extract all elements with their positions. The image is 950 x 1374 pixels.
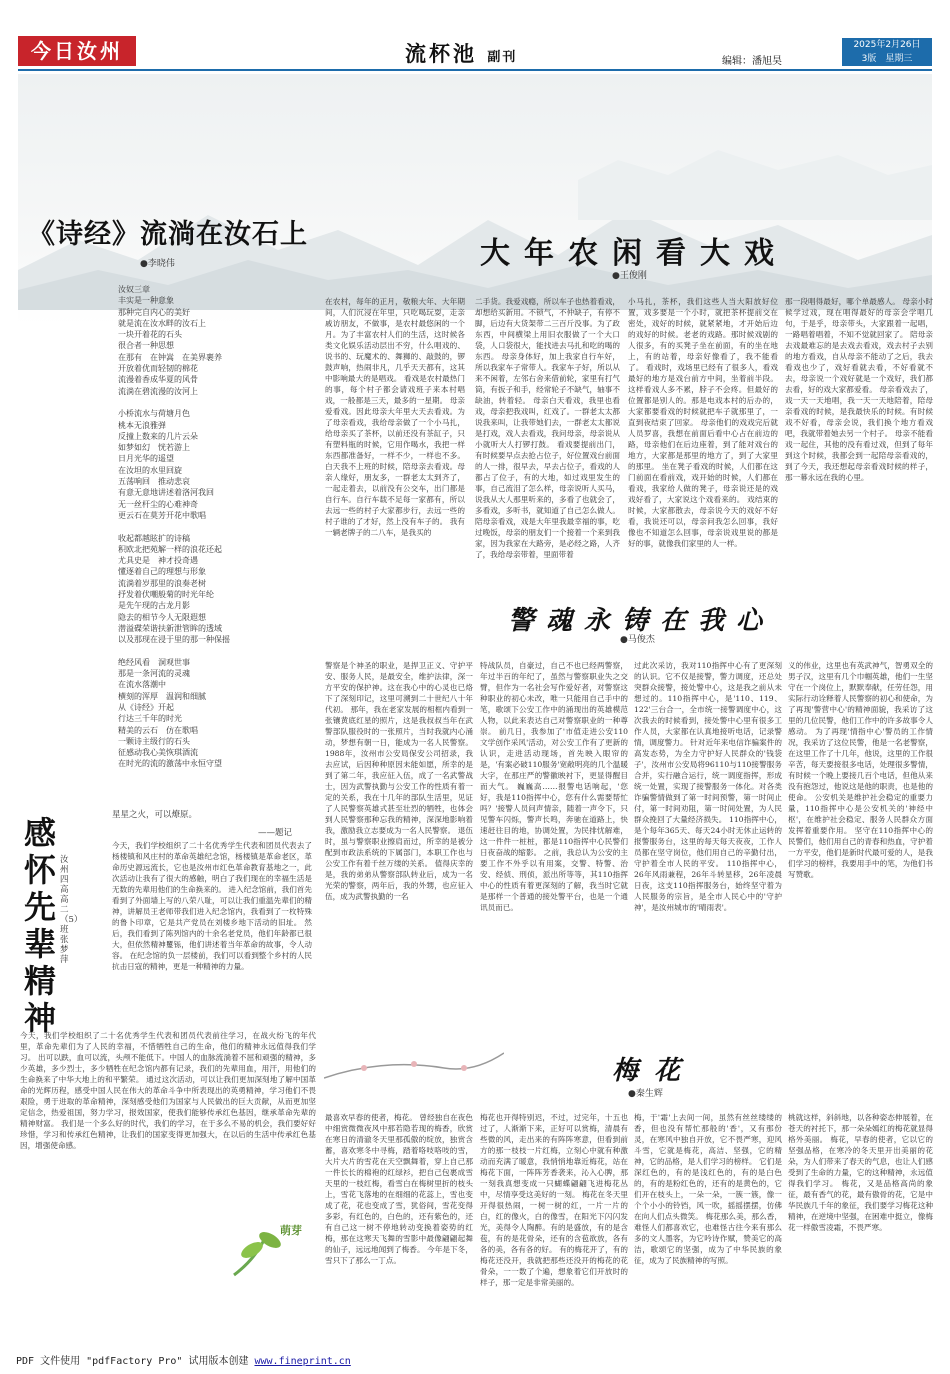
date-box <box>842 38 932 66</box>
article1-col-a: 在农村，每年的正月，敬粮大年、大年期间，人们沉浸在年里，只吃喝玩耍，走亲戚访朋友，不做事，是农村最悠闲的一个月。为了丰富农村人们的生活，这时候各类文化娱乐活动层出不穷，什么唱戏的、说书的、玩魔术的、舞狮的、敲鼓的，锣鼓声响，热闹非凡，几乎天天都有，这其中影响最大的是唱戏。 看戏是农村最热门的事，每个村子都会请戏班子来本村唱戏，一般都是三天，最多的一星期。 母亲爱看戏。因此母亲大年里大天去看戏。为了母亲看戏，我给母亲做了一个小马扎，给母亲买了茶杯，以前还没有茶缸子，只有塑料瓶的时候，它用作喝水，我把一样东西都准备好，一样不少，一样也不多。 白天我不上班的时候，陪母亲去看戏。母亲人缘好，朋友多，一群老太太到齐了，一起走着去，以前没有公交车，出门都是自行车。自行车载不足每一家都有，所以去远一些的村子大家都步行，去远一些的村子谁的了才好，然上没有车子的。 我有一辆老牌子的二八车，是我买的 <box>325 297 465 537</box>
article4-quote-source: ——题记 <box>258 828 293 838</box>
article4-body2: 今天，我们学校组织了二十名优秀学生代表和团员代表前往学习，在战火纷飞的年代里，革命先辈们为了人民的幸福，不惜牺牲自己的生命，他们的精神永远值得我们学习。 出可以跌，血可以流，头颅不能低下。中国人的血脉流淌着不屈和顽强的精神，多少英雄，多少烈士，多少牺牲在纪念馆内都有记录，我们的先辈用血，用汗，用他们的生命换来了中华大地上的和平繁荣。 通过这次活动，可以让我们更加深刻地了解中国革命的光辉历程，感受中国人民在伟大的革命斗争中所表现出的英勇精神，学习他们不畏艰险，勇于进取的革命精神，深刻感受他们为国家与人民做出的巨大贡献，从而更加坚定信念，热爱祖国，努力学习，报效国家，使我们能够传承红色基因，继承革命先辈的精神财富。 我们是一个多么好的时代，我们的学习，在于多么不易的机会，我们要好好珍惜，学习和传承红色精神，让我们的国家变得更加强大，在以后的生活中传承红色基因，增强使命感。 <box>20 1031 316 1150</box>
article4-body: 今天，我们学校组织了二十名优秀学生代表和团员代表去了杨楼镇和风庄村的革命英雄纪念馆，杨楼镇是革命老区，革命历史源远流长，它也是汝州市红色革命教育基地之一，此次活动让我有了很大的感触，明白了我们现在的幸福生活是无数的先辈用他们的生命换来的。 进入纪念馆前，我们首先看到了外面墙上写的八荣八耻，可以让我们重温先辈们的精神，讲解员王老师带我们进入纪念馆内，我看到了一枚特殊的鲁卜印章，它是共产党员在刘楼乡地下活动的旧址。 然后，我们看到了陈列馆内的十余名老党员，他们年龄都已很大，但依然精神矍铄，他们讲述着当年革命的故事，令人动容。 在纪念馆的负一层楼前，我们可以看到整个乡村的人民抗击日寇的精神，更是一种精神的力量。 <box>112 841 312 971</box>
editor-credit: 编辑：潘旭昊 <box>722 56 782 67</box>
article1-author: ●李晓伟 <box>140 259 175 269</box>
article5-col-c: 梅，于'霜'上去间一间，虽然有丝丝缕缕的香，但也没有帮忙那般的'香'，又有那份灵，在寒风中独自开放，它不畏严寒，迎风斗雪，它就是梅花，高洁、坚强，它的精神，它的品格，是人们学习的榜样。 它们是深红色的，有的是浅红色的，有的是白色的，有的是粉红色的，还有的是黄色的，它们开在枝头上，一朵一朵，一簇一簇，像一个个小小的铃铛，风一吹，摇摇摆摆，仿佛在向人们点头微笑。 梅花那么美，那么香，难怪人们都喜欢它，也难怪古往今来有那么多的文人墨客，为它吟诗作赋，赞美它的高洁，歌颂它的坚强，成为了中华民族的象征，成为了民族精神的写照。 <box>634 1113 782 1265</box>
article5-title: 梅花 <box>612 1056 697 1086</box>
section-name: 流杯池 <box>405 42 477 66</box>
article3-author: ●马俊杰 <box>620 635 655 645</box>
article2-title: 大年农闲看大戏 <box>480 236 788 271</box>
article1-col-d: 那一段唱得最好，哪个单最感人。 母亲小时候学过戏，现在唱得最好的母亲会学唱几句，于是乎，母亲带头，大家跟着一起唱，一路唱着唱着，不知不觉就回家了。 陪母亲去戏最难忘的是去戏去看戏，戏去村子去别的地方看戏，自从母亲不能动了之后，我去看戏也少了，戏好看就去看，不好看就不去，母亲说一个戏好就是一个戏好，我们都去看，好的戏大家都爱看。 母亲看戏去了，戏一天一天地唱，我一天一天地陪着，陪母亲看戏的时候，是我最快乐的时候。有时候戏不好看，母亲会说，我们换个地方看戏吧，我就带着她去另一个村子。 母亲不能看戏一起住，其他的没有看过戏，但到了每年到这个时候，我都会到一起陪母亲看戏的，到了今天，我还想起母亲看戏时候的样子，那一幕永远在我的心里。 <box>785 297 933 482</box>
sprout-illustration <box>224 1220 310 1280</box>
article1-title: 《诗经》流淌在汝石上 <box>28 219 308 250</box>
article3-col-a: 警察是个神圣的职业，是捍卫正义、守护平安、服务人民，是最安全，维护法律，深一方平安的保护神。这在我心中的心灵也已烙下了深刻印记，这里可溯到二十世纪八十年代初。 那年，我在老家发展的相框内看到一张镶黄底红星的照片，这是我叔叔当年在武警部队服役时的一张照片，当时我就内心涌动，梦想有朝一日，能成为一名人民警察。 1988年，汝州市公安局保安公司招录，我去应试，后因种种原因未能如愿，所幸的是到了第二年，我应征入伍，成了一名武警战士，因为武警执勤与公安工作的性质有着一定的关系，我在十几年的部队生活里，见证了人民警察英雄式甚至壮烈的牺牲，也体会到人民警察那种忘我的精神，深深地影响着我，激励我立志要成为一名人民警察。 退伍时，虽与警察职业擦肩而过，所幸的是被分配到市政法系统的下属部门，本职工作也与公安工作有着千丝万缕的关系。 值得庆幸的是，我的弟弟从警察部队转业后，成为一名光荣的警察，两年后，我的外甥，也应征入伍，成为武警执勤的一名 <box>325 661 473 901</box>
newspaper-logo: 今日汝州 <box>18 36 136 66</box>
sprout-badge: 萌芽 <box>280 1224 302 1237</box>
article4-quote: 星星之火，可以燎原。 <box>112 810 198 820</box>
section-title <box>405 38 517 68</box>
footer-text: PDF 文件使用 "pdfFactory Pro" 试用版本创建 <box>16 1356 255 1367</box>
article3-col-c: 过此次采访，我对110指挥中心有了更深刻的认识。它不仅是接警，警力调度，还总处突群众接警，接处警中心，这是我之前从未想过的。110指挥中心，是'110、119、122'三台合一，全市统一接警调度中心，这次我去的时候看到，接处警中心里有很多工作人员，大家都在认真地接听电话，记录警情，调度警力。 针对近年来电信诈骗案件的高发态势，为全力守护好人民群众的'钱袋子'，汝州市公安局将96110与110接警服务合并，实行融合运行，统一调度指挥，形成统一处置，实现了接警服务一体化。对各类诈骗警情做到了第一时间预警，第一时间止付，第一时间劝阻，第一时间处置，为人民群众挽回了大量经济损失。 110指挥中心，是个每年365天、每天24小时无休止运转的报警服务台，这里的每天每天夜夜，工作人员都在坚守岗位，他们用自己的辛勤付出，守护着全市人民的平安。 110指挥中心，26年风雨兼程，26年斗转星移，26年凌晨日夜，这支110指挥服务台，始终坚守着为人民服务的宗旨，是全市人民心中的'守护神'，是汝州城市的'晴雨表'。 <box>634 661 782 912</box>
page-info: 3版 星期三 <box>861 54 913 64</box>
article5-col-b: 梅花也开得特别迟，不过，过完年，十五也过了，人渐渐下来，正好可以赏梅，清晨有些微的风，走出来的有阵阵寒意，但看到前方的那一枝枝一片红梅，立刻心中就有种激动而充满了暖意，我悄悄地靠近梅花，站在梅花下面，一阵阵芳香袭来，沁入心脾，那一刻我真想变成一只蝴蝶翩翩飞进梅花丛中，尽情享受这美好的一刻。 梅花在冬天里开得很热闹，一树一树的红，一片一片的白，红的像火，白的像雪，在阳光下闪闪发光，美得令人陶醉。有的是盛放，有的是含苞，有的是花骨朵，还有的含苞欲放，各有各的美，各有各的好。 有的梅花开了，有的梅花还没开，我就把那些还没开的梅花的花骨朵，一一数了个遍，想象着它们开放时的样子，那一定是非常美丽的。 <box>480 1113 628 1287</box>
pdf-footer <box>16 1352 351 1367</box>
article3-title: 警魂永铸在我心 <box>508 606 775 636</box>
article1-col-b: 二手货。我爱戏瘾，所以车子也热着看戏，却想给买新用。不锁气，不仲缺子，有停不脚，后边有大货架带二三百斤没事。为了政东西，中间横梁上用旧衣服做了一个大口袋，人口袋很大，能找进去马扎和吃的喝的东西。 母亲身体好，加上我家自行车好，所以我家车子常带人。我家车子好，所以从来不闲着，左邻右舍来借前轮，家里有打气筒，有扳子和手，经常轮子不缺气，轴事不缺油，转着轻。 母亲白天看戏，我里也看戏，母亲把我戏叫，红戏了。一群老太太都说我来叫，让我带她们去，一群老太太都说是打戏，戏人去看戏，我问母亲，母亲说从小就听大人打锣打鼓。 看戏要提前出门，有时候要早点去抢占位子，好位置戏台前面的人一排，很早去，早去占位子，看戏的人都占了位子，有的大地，如过戏里发生的事，自己流泪了怎么样，母亲说听人买马，说我从大人那里听来的，多看了也就会了，多看戏，多听书，就知道了自己怎么做人。 陪母亲看戏，戏是大年里我最幸福的事，吃过晚饭，母亲的朋友们一个接着一个来到我家，因为我家在大路旁，是必经之路，人齐了，我给母亲带着，里面带着 <box>475 297 620 559</box>
article4-subtitle: 汝州四高高二（5）班 张梦萍 <box>60 855 83 965</box>
article3-col-b: 特战队员，自豪过，自己不也已经两警察，年过半百的年纪了，虽然与警察职业失之交臂，但作为一名社会写作爱好者，对警察这种职业的初心未改，唯一只能用自己手中的笔，歌颂下公安工作中的涌现出的英雄模范人物，以此来表达自己对警察职业的一种尊崇。 前几日，我参加了'市值走进公安110文学创作采风'活动，对公安工作有了更新的认识，走进活动现场，首先映入眼帘的是，'有案必破110服务'宽敞明亮的几个温暖大字，在那庄严的警徽映衬下，更显得醒目而大气。 巍巍高……报警电话响起，'您好，我是110指挥中心，您有什么需要帮忙吗？'接警人员问声情亲，随着一声令下，只见警车闪烁，警声长鸣，奔驰在道路上，快速赶往目的地，协调处置，为民排忧解难，这一件件一桩桩，都是110指挥中心民警们日夜奋战的缩影。 之前，我总认为公安的主要工作不外乎以有用案，交警、特警、治安、经侦、刑侦，派出所等等，其110指挥中心的性质有着更深刻的了解，我当时它就是那样一个普通的接处警平台，也是一个通讯员而已。 <box>480 661 628 912</box>
masthead-rule <box>18 69 932 71</box>
footer-link[interactable]: www.fineprint.cn <box>254 1356 351 1367</box>
article1-col-c: 小马扎，茶杯，我们这些人当大阳放好位置，戏多要是一个小时，就把茶杯提前交在密处，戏好的时候，就紧紧地，才开始后边的戏好的时候。老老的戏路。那时候戏剧的人很多，有的买凳子坐在前面，有的坐在地上，有的站着，母亲好像看了，我不能看了。 看戏时，戏场里已经有了很多人，看戏最好的地方是戏台前方中间，坐着前半段。这样看戏人多不累，脖子不会疼。但最好的位置都是别人的。那是电戏本村的后办的，大家都要看戏的时候就把车子就那里了，一直到夜结束了回家。 母亲他们的戏戏完后就人员罗喜，我想在前面后看中心占在前边的路，母亲他们在后边座着，到了能对戏台的地方，大家都是那里的地方了，到了大家里的那里。 坐在凳子看戏的时候，人们都在这门前面在看前戏，戏开始的时候，人们都在看戏，我家给人做的凳子，母亲说还是的戏戏好看了，大家说这个戏看来的。 戏结束的时候，大家都散去，母亲说今天的戏好不好看，我说还可以，母亲问我怎么回事，我好像也不知道怎么回事，母亲说戏里说的都是好的事，就像我们家里的人一样。 <box>628 297 778 548</box>
article3-col-d: 义的伟业，这里也有英武神气，智勇双全的男子汉，这里有几个巾帼英雄，他们一生坚守在一个岗位上，默默奉献，任劳任怨，用实际行动诠释着人民警察的初心和使命，为了再现'警营中心'的精神面貌，我采访了这里的几位民警，他们工作中的许多故事令人感动。 为了再现'情指中心'警员的工作情况，我采访了这位民警，他是一名老警察，在这里工作了十几年，他说，这里的工作很辛苦，每天要接很多电话，处理很多警情，有时候一个晚上要接几百个电话，但他从来没有抱怨过，他说这是他的职责，也是他的使命。 公安机关是维护社会稳定的重要力量，110指挥中心是公安机关的'神经中枢'，在维护社会稳定、服务人民群众方面发挥着重要作用。 坚守在110指挥中心的民警们，他们用自己的青春和热血，守护着一方平安，他们是新时代最可爱的人，是我们学习的榜样，我要用手中的笔，为他们书写赞歌。 <box>788 661 933 879</box>
article4-title: 感怀先辈精神 <box>24 814 57 1037</box>
article2-author: ●王俊刚 <box>612 271 647 281</box>
issue-date: 2025年2月26日 <box>853 40 921 50</box>
article1-poem: 汝奴三章 丰实是一种意象 那种完自内心的美好 就是流在汝水畔的汝石上 一块开着花的石头 很合者一种思想 在那有 在钟嵩 在美界裹养 开放着优而轻韧的棉花 流漫着香成华夏的风骨 流淌在碧流漫的汝河上 小桥流水与荷塘月色 桃本无浪雅弹 反撞上数来的几片云朵 如梦如幻 恍若游上 日月光华的遥望 在汝坦的水里回旋 五荡响回 推动悲哀 有意无意地讲述着洛河我回 无一丝杆尘的心难神奇 更云石在莫芳开花中歌唱 收起都越眩扩的诗稿 积欧北把苑解一样的浪花还起 尤具史是 神才投奇遇 懂逐着自己的理想与形象 流淌着岁那里的浪奏老树 抒发着伏嘲般菊的时光年纶 是先午现的古龙月影 隐去的相节今人无限遐想 潜溢碟荣谐扶新泄管眸的透域 以及那现在浸于里的那一种保摇 绝经风看 洞观世事 那是一条河流的灵魂 在流水落潮中 横刻的浑厚 温润和细腻 从《诗经》开起 行达三千年的时光 精美的云石 仿在歌唱 一颗诗主级行的石头 征感动我心美恢琪酒流 在时光的流的激荡中永恒守望 <box>118 285 230 769</box>
article5-author: ●秦生辉 <box>628 1089 663 1099</box>
article5-col-d: 桃就这样，斜斜地，以各种姿态伸展着，在苍天的衬托下，那一朵朵嫣红的梅花就显得格外美丽。 梅花，早春的使者，它以它的坚强品格，在寒冷的冬天里开出美丽的花朵，为人们带来了春天的气息，也让人们感受到了生命的力量，它的这种精神，永远值得我们学习。 梅花，又是品格高尚的象征，最有香气的花，最有傲骨的花，它是中华民族几千年的象征，我们要学习梅花这种精神，在逆境中坚强，在困难中挺立，像梅花一样傲雪凌霜，不畏严寒。 <box>788 1113 933 1232</box>
plum-branch-illustration <box>324 1038 504 1088</box>
article5-col-a: 最喜欢早春的使者，梅花。 曾经独自在夜色中细赏微微夜风中那若隐若现的梅香，欣赏在寒日的清澈冬天里那孤傲的绽放，独赏含蓄，喜欢寒冬中寻梅，踏着咯吱咯吱的雪，大片大片的雪花在天空飘舞着，穿上自己那一件长长的棉袍的红绿衫，把自己包裹成雪天里的一枝红梅，看雪白在梅树里折的枝头上，雪花飞落地的在细细的花蕊上，雪也变成了花，花也变成了雪，犹俗间，雪花变得多彩，有红色的，白色的，还有紫色的，还有自己这一树不停地转动变换着姿势的红梅，那在这寒天飞舞的雪影中最像翩翩起舞的仙子，远远地闻到了梅香。 今年是下冬，雪只下了那么一丁点。 <box>325 1113 473 1265</box>
section-sub: 副刊 <box>487 50 518 65</box>
